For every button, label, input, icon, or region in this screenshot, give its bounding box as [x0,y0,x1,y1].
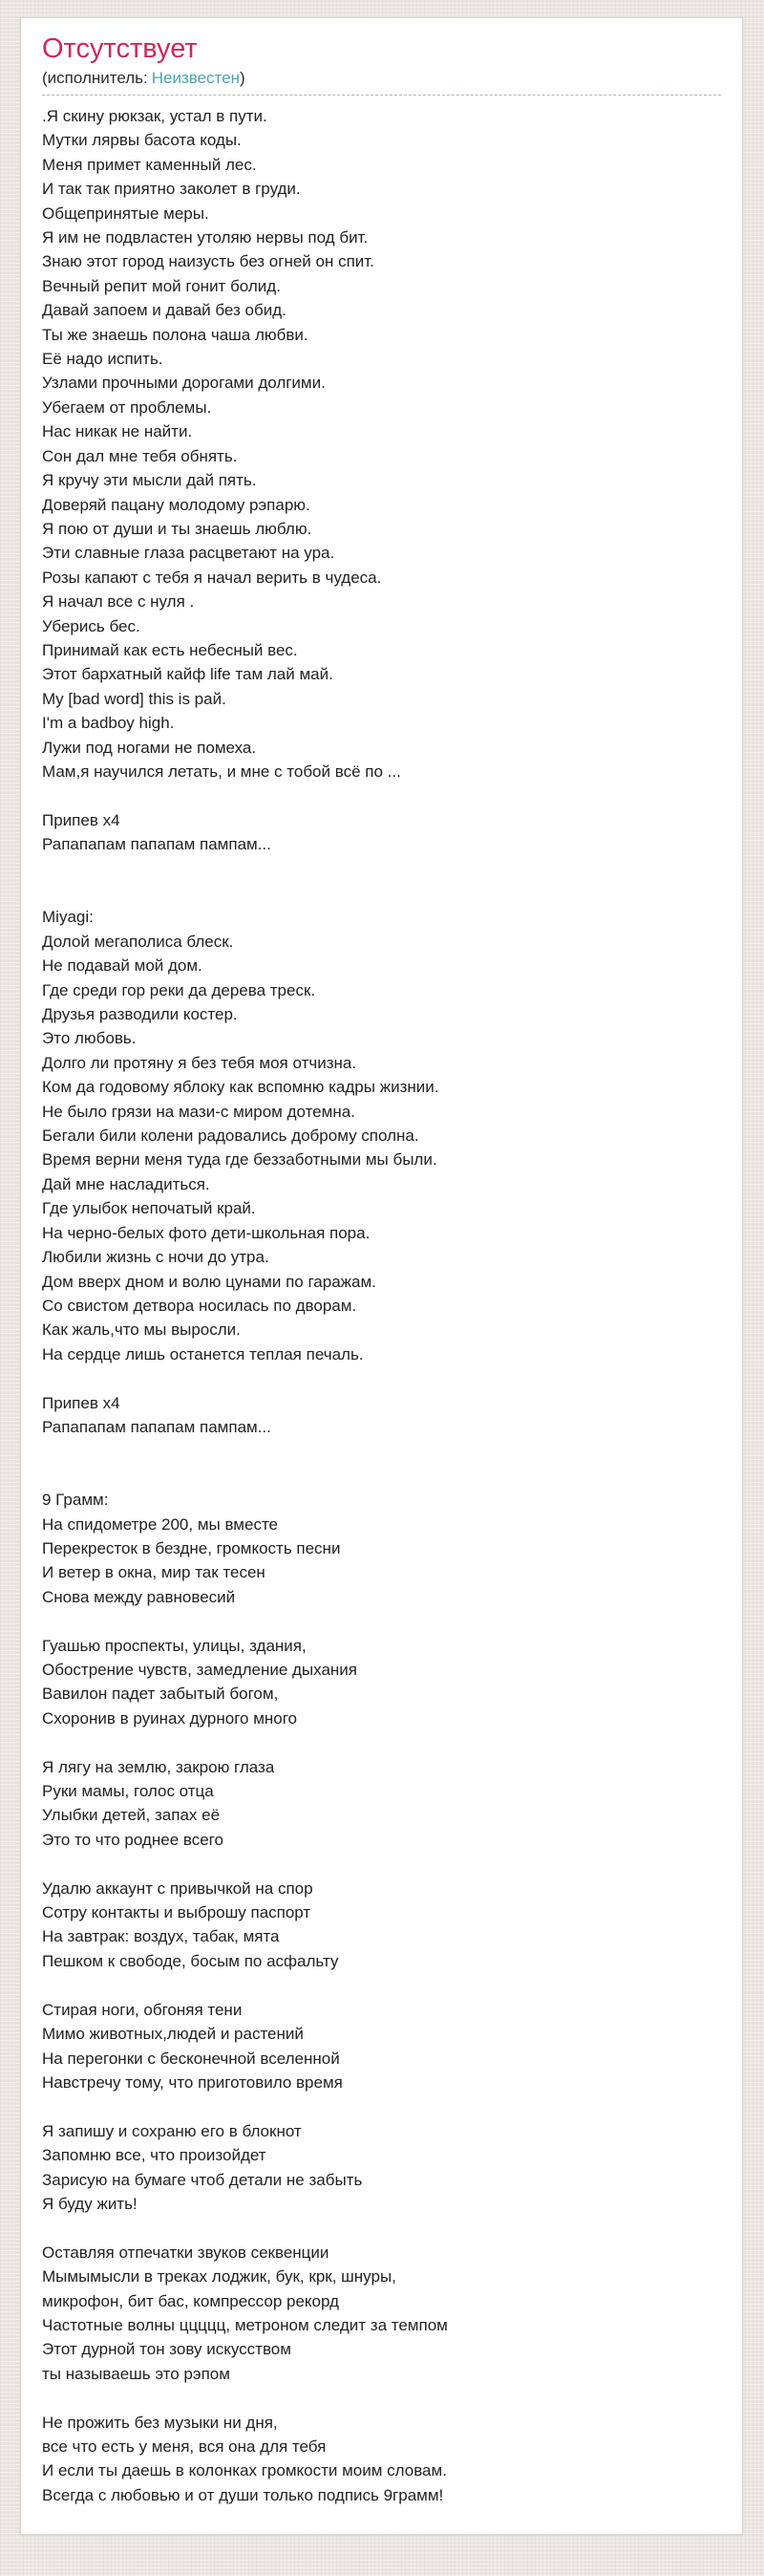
lyric-line: Частотные волны ццццц, метроном следит за темпом [42,2315,448,2334]
lyric-line: Руки мамы, голос отца [42,1782,214,1801]
lyric-line: Я буду жить! [42,2194,138,2213]
lyric-line: Этот бархатный кайф life там лай май. [42,665,333,684]
lyric-line: Мымымысли в треках лоджик, бук, крк, шнуры, [42,2267,396,2286]
lyric-line: Мам,я научился летать, и мне с тобой всё по ... [42,762,401,781]
lyric-line: Меня примет каменный лес. [42,155,257,174]
lyric-line [42,2094,721,2118]
lyrics-text [42,104,721,2507]
lyric-line: Рапапапам папапам пампам... [42,835,271,854]
lyric-line: Вечный репит мой гонит болид. [42,276,281,295]
lyric-line: Перекресток в бездне, громкость песни [42,1538,341,1557]
lyric-line: Её надо испить. [42,350,163,369]
lyric-line: Это то что роднее всего [42,1830,223,1849]
lyric-line: Схоронив в руинах дурного много [42,1708,298,1728]
lyric-line [42,1852,721,1876]
lyric-line: Сотру контакты и выброшу паспорт [42,1903,311,1922]
lyric-line: На черно-белых фото дети-школьная пора. [42,1223,371,1242]
lyric-line: Припев x4 [42,1393,120,1412]
lyric-line: Навстречу тому, что приготовило время [42,2072,343,2092]
lyric-line: Розы капают с тебя я начал верить в чудеса. [42,568,382,587]
lyric-line: Всегда с любовью и от души только подпись 9грамм! [42,2485,444,2504]
lyric-line: Удалю аккаунт с привычкой на спор [42,1878,313,1898]
lyric-line: Время верни меня туда где беззаботными мы были. [42,1150,437,1170]
lyric-line: Вавилон падет забытый богом, [42,1685,279,1704]
dashed-separator [42,95,721,96]
lyric-line: микрофон, бит бас, компрессор рекорд [42,2291,339,2310]
lyric-line: Гуашью проспекты, улицы, здания, [42,1636,307,1655]
lyric-line: Дом вверх дном и волю цунами по гаражам. [42,1272,376,1291]
lyric-line: И ветер в окна, мир так тесен [42,1563,265,1582]
lyric-line: Мимо животных,людей и растений [42,2025,304,2044]
lyric-line [42,1609,721,1633]
lyric-line: Оставляя отпечатки звуков секвенции [42,2243,329,2262]
lyric-line: И так так приятно заколет в груди. [42,180,301,199]
lyric-line: Улыбки детей, запах её [42,1806,221,1825]
lyric-line [42,1973,721,1997]
lyric-line: 9 Грамм: [42,1491,109,1510]
lyric-line: Стирая ноги, обгоняя тени [42,2000,243,2019]
lyric-line: И если ты даешь в колонках громкости моим словам. [42,2461,447,2480]
lyric-line: Пешком к свободе, босым по асфальту [42,1951,339,1970]
lyric-line: На завтрак: воздух, табак, мята [42,1927,280,1946]
lyric-line: Доверяй пацану молодому рэпарю. [42,495,310,514]
lyric-line [42,1366,721,1390]
lyric-line: Нас никак не найти. [42,422,193,441]
lyric-line: Бегали били колени радовались доброму сполна. [42,1127,419,1146]
lyric-line: My [bad word] this is рай. [42,689,226,708]
lyric-line: Как жаль,что мы выросли. [42,1320,241,1340]
lyric-line: Этот дурной тон зову искусством [42,2340,291,2359]
lyric-line: Я им не подвластен утоляю нервы под бит. [42,228,369,247]
lyric-line [42,2386,721,2410]
lyric-line: все что есть у меня, вся она для тебя [42,2437,327,2456]
lyric-line: Обострение чувств, замедление дыхания [42,1661,357,1679]
lyric-line: Давай запоем и давай без обид. [42,301,286,320]
artist-line [42,68,721,88]
lyric-line: Дай мне насладиться. [42,1174,210,1193]
lyric-line: Не подавай мой дом. [42,956,202,976]
lyric-line: Со свистом детвора носилась по дворам. [42,1296,357,1315]
lyric-line: Это любовь. [42,1029,137,1048]
lyric-line: Долой мегаполиса блеск. [42,932,234,951]
lyric-line [42,881,721,905]
lyric-line: Друзья разводили костер. [42,1005,238,1024]
lyric-line: .Я скину рюкзак, устал в пути. [42,107,267,125]
lyric-line: Снова между равновесий [42,1587,236,1606]
lyric-line: На спидометре 200, мы вместе [42,1514,278,1534]
lyric-line: Мутки лярвы басота коды. [42,131,242,150]
lyric-line: Miyagi: [42,908,94,927]
lyric-line: Зарисую на бумаге чтоб детали не забыть [42,2170,363,2189]
lyric-line [42,784,721,807]
lyric-line: Я запишу и сохраню его в блокнот [42,2121,302,2140]
page-background [0,17,764,2576]
lyric-line [42,857,721,881]
lyric-line: Узлами прочными дорогами долгими. [42,374,326,393]
lyric-line: Убегаем от проблемы. [42,397,212,417]
artist-label: (исполнитель: [42,69,148,87]
lyric-line: Не было грязи на мази-с миром дотемна. [42,1102,355,1121]
lyric-line: Где улыбок непочатый край. [42,1199,256,1218]
lyrics-card [20,17,743,2535]
lyric-line: ты называешь это рэпом [42,2364,230,2383]
page-title: Отсутствует [42,33,198,64]
artist-label-close: ) [240,69,245,87]
lyric-line: Ты же знаешь полона чаша любви. [42,325,308,344]
lyric-line: Запомню все, что произойдет [42,2146,266,2165]
lyric-line: На перегонки с бесконечной вселенной [42,2049,340,2068]
lyric-line [42,2216,721,2240]
lyric-line: I'm a badboy high. [42,714,175,733]
lyric-line: Сон дал мне тебя обнять. [42,446,238,465]
lyric-line: Уберись бес. [42,616,140,635]
lyric-line: Долго ли протяну я без тебя моя отчизна. [42,1053,357,1072]
lyric-line: Я лягу на землю, закрою глаза [42,1757,275,1776]
lyric-line [42,1730,721,1754]
lyric-line: Я пою от души и ты знаешь люблю. [42,519,312,538]
lyric-line: Я кручу эти мысли дай пять. [42,471,257,490]
lyric-line [42,1464,721,1488]
lyric-line: Где среди гор реки да дерева треск. [42,980,316,999]
lyric-line [42,1439,721,1463]
lyric-line: Рапапапам папапам пампам... [42,1417,271,1436]
lyric-line: Не прожить без музыки ни дня, [42,2413,278,2432]
lyric-line: Знаю этот город наизусть без огней он спит. [42,252,374,271]
lyric-line: Ком да годовому яблоку как вспомню кадры жизнии. [42,1078,439,1097]
lyric-line: Припев x4 [42,810,120,829]
artist-link[interactable]: Неизвестен [151,69,240,87]
lyric-line: Лужи под ногами не помеха. [42,738,257,757]
lyric-line: На сердце лишь останется теплая печаль. [42,1344,364,1363]
lyric-line: Я начал все с нуля . [42,592,195,612]
lyric-line: Принимай как есть небесный вес. [42,640,298,659]
lyric-line: Общепринятые меры. [42,204,209,223]
lyric-line: Эти славные глаза расцветают на ура. [42,544,335,563]
lyric-line: Любили жизнь с ночи до утра. [42,1248,269,1267]
